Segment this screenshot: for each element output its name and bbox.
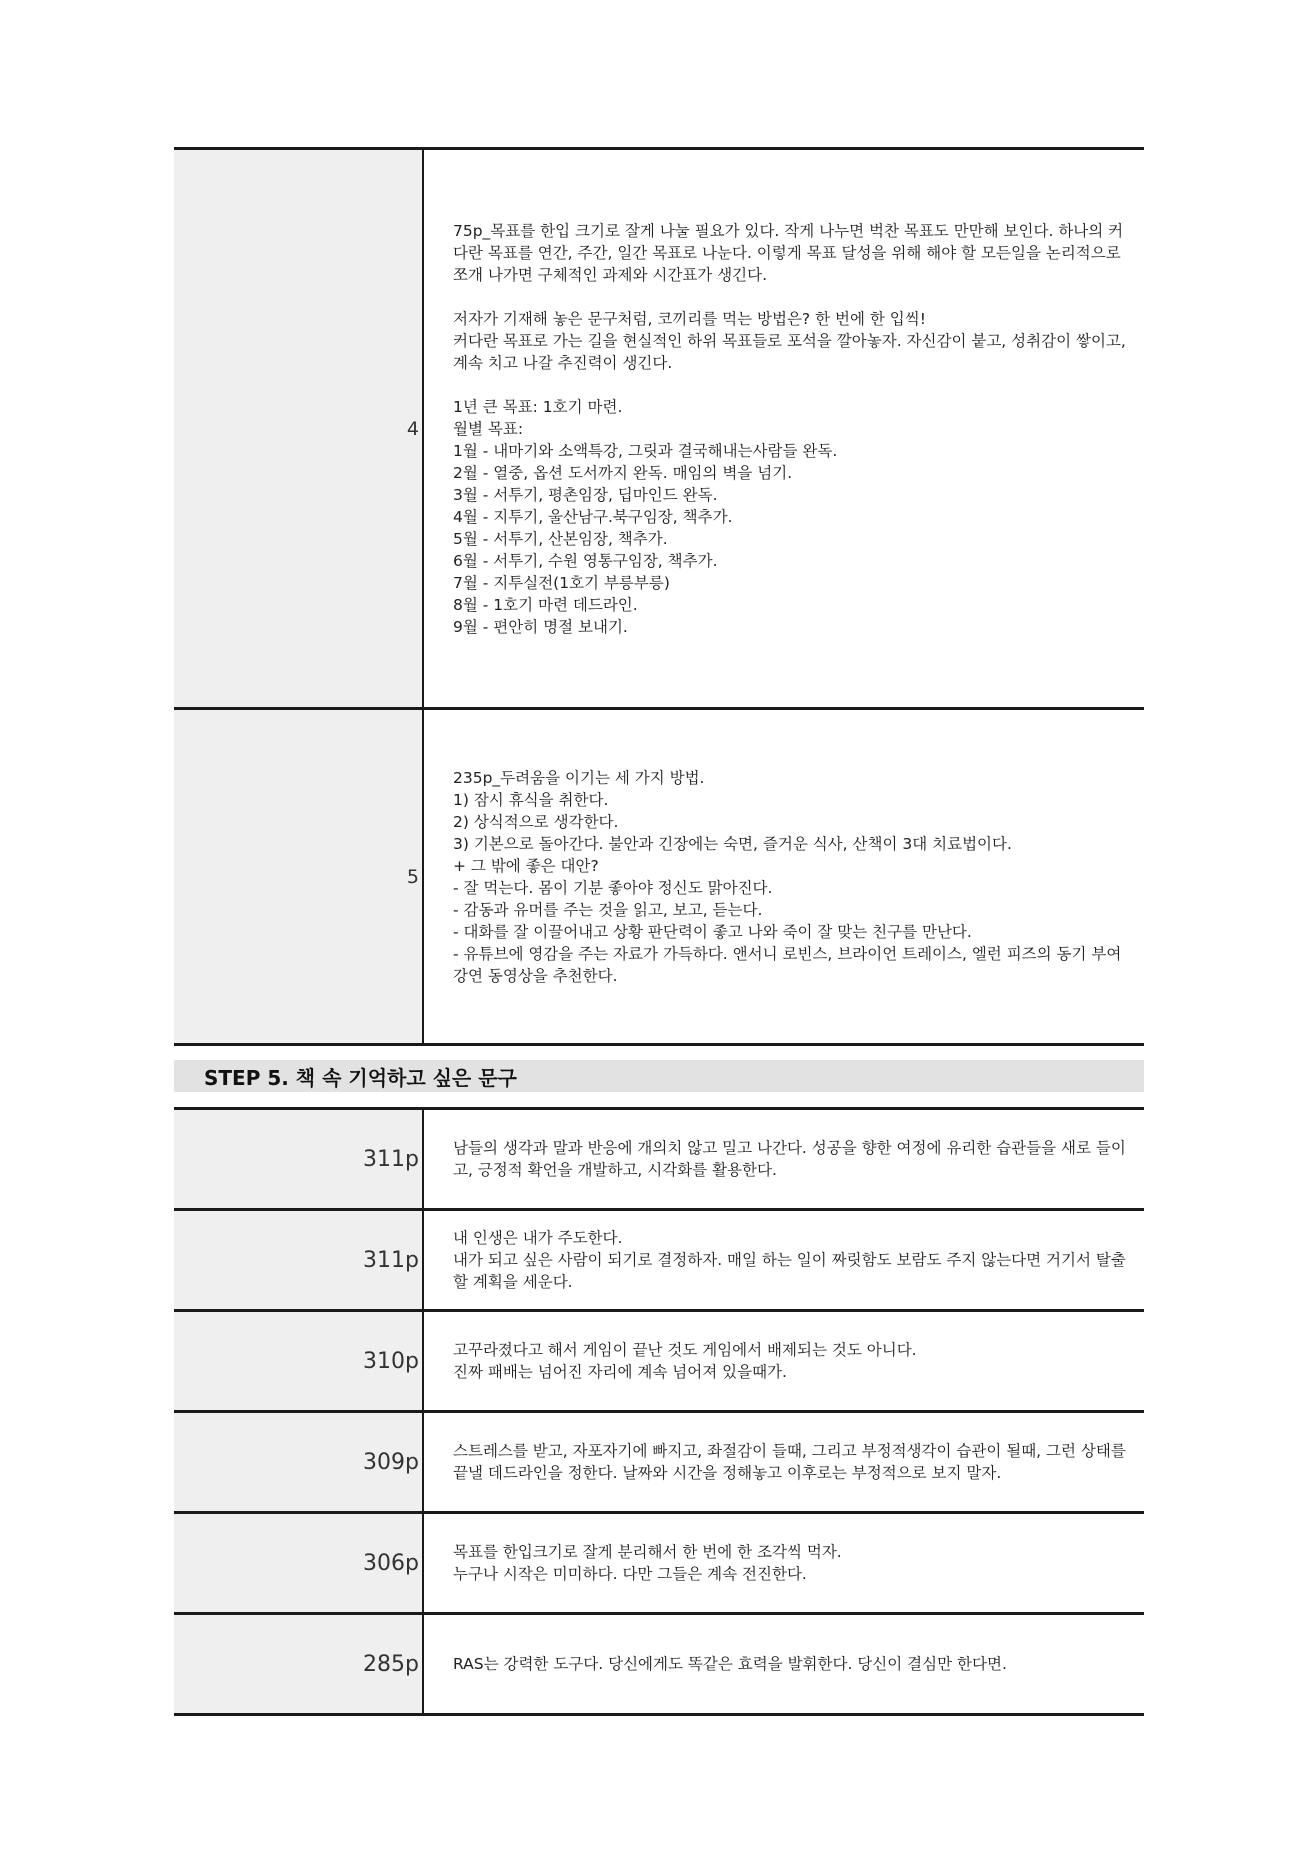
paragraph: 1월 - 내마기와 소액특강, 그릿과 결국해내는사람들 완독. [453, 441, 838, 460]
quote-content [424, 1211, 1144, 1309]
paragraph: 5월 - 서투기, 산본임장, 책추가. [453, 529, 668, 548]
quote-page: 309p [174, 1413, 424, 1511]
quote-page: 306p [174, 1514, 424, 1612]
paragraph: 8월 - 1호기 마련 데드라인. [453, 595, 638, 614]
quote-text: RAS는 강력한 도구다. 당신에게도 똑같은 효력을 발휘한다. 당신이 결심만 한다면. [453, 1655, 1007, 1673]
quote-row [174, 1413, 1144, 1514]
quote-content [424, 1312, 1144, 1410]
step5-heading: STEP 5. 책 속 기억하고 싶은 문구 [174, 1060, 1144, 1092]
quote-content [424, 1514, 1144, 1612]
row-number: 5 [174, 710, 424, 1043]
paragraph: - 감동과 유머를 주는 것을 읽고, 보고, 듣는다. [453, 900, 763, 919]
quote-text: 남들의 생각과 말과 반응에 개의치 않고 밀고 나간다. 성공을 향한 여정에 유리한 습관들을 새로 들이고, 긍정적 확언을 개발하고, 시각화를 활용한다. [453, 1139, 1126, 1179]
paragraph: 커다란 목표로 가는 길을 현실적인 하위 목표들로 포석을 깔아놓자. 자신감이 붙고, 성취감이 쌓이고, 계속 치고 나갈 추진력이 생긴다. [453, 331, 1126, 372]
quote-text: 내 인생은 내가 주도한다. [453, 1229, 623, 1247]
quote-page: 311p [174, 1110, 424, 1208]
quote-text: 진짜 패배는 넘어진 자리에 계속 넘어져 있을때가. [453, 1363, 787, 1381]
quote-page: 285p [174, 1615, 424, 1713]
table-row [174, 150, 1144, 710]
paragraph: 3) 기본으로 돌아간다. 불안과 긴장에는 숙면, 즐거운 식사, 산책이 3대 치료법이다. [453, 834, 1012, 853]
table-row [174, 710, 1144, 1046]
quotes-table [174, 1107, 1144, 1716]
paragraph: 저자가 기재해 놓은 문구처럼, 코끼리를 먹는 방법은? 한 번에 한 입씩! [453, 309, 926, 328]
quote-row [174, 1615, 1144, 1716]
row-content [424, 150, 1144, 707]
paragraph: 4월 - 지투기, 울산남구.북구임장, 책추가. [453, 507, 733, 526]
quote-content [424, 1110, 1144, 1208]
paragraph: - 대화를 잘 이끌어내고 상황 판단력이 좋고 나와 죽이 잘 맞는 친구를 만난다. [453, 922, 972, 941]
paragraph: 1년 큰 목표: 1호기 마련. [453, 397, 623, 416]
paragraph: 1) 잠시 휴식을 취한다. [453, 790, 609, 809]
quote-row [174, 1312, 1144, 1413]
quote-content [424, 1413, 1144, 1511]
paragraph: + 그 밖에 좋은 대안? [453, 856, 599, 875]
quote-text: 스트레스를 받고, 자포자기에 빠지고, 좌절감이 들때, 그리고 부정적생각이 습관이 될때, 그런 상태를 끝낼 데드라인을 정한다. 날짜와 시간을 정해놓고 이후로는 부정적으로 보지 말자. [453, 1442, 1126, 1482]
paragraph-spacer [453, 374, 1126, 396]
paragraph: 9월 - 편안히 명절 보내기. [453, 617, 628, 636]
paragraph: 6월 - 서투기, 수원 영통구임장, 책추가. [453, 551, 718, 570]
quote-text: 누구나 시작은 미미하다. 다만 그들은 계속 전진한다. [453, 1565, 807, 1583]
paragraph: - 잘 먹는다. 몸이 기분 좋아야 정신도 맑아진다. [453, 878, 773, 897]
paragraph: 2) 상식적으로 생각한다. [453, 812, 619, 831]
quote-text: 내가 되고 싶은 사람이 되기로 결정하자. 매일 하는 일이 짜릿함도 보람도 주지 않는다면 거기서 탈출할 계획을 세운다. [453, 1251, 1126, 1291]
paragraph: 7월 - 지투실전(1호기 부릉부릉) [453, 573, 670, 592]
paragraph: 75p_목표를 한입 크기로 잘게 나눌 필요가 있다. 작게 나누면 벅찬 목표도 만만해 보인다. 하나의 커다란 목표를 연간, 주간, 일간 목표로 나눈다. 이렇게 목표 달성을 위해 해야 할 모든일을 논리적으로 쪼개 나가면 구체적인 과제와 시간표가 생긴다. [453, 221, 1124, 284]
paragraph: 월별 목표: [453, 419, 524, 438]
reflection-table [174, 147, 1144, 1046]
quote-text: 목표를 한입크기로 잘게 분리해서 한 번에 한 조각씩 먹자. [453, 1543, 842, 1561]
quote-page: 310p [174, 1312, 424, 1410]
paragraph: 3월 - 서투기, 평촌임장, 딥마인드 완독. [453, 485, 718, 504]
paragraph: 2월 - 열중, 옵션 도서까지 완독. 매임의 벽을 넘기. [453, 463, 793, 482]
quote-row [174, 1514, 1144, 1615]
row-content [424, 710, 1144, 1043]
quote-text: 고꾸라졌다고 해서 게임이 끝난 것도 게임에서 배제되는 것도 아니다. [453, 1341, 917, 1359]
paragraph: - 유튜브에 영감을 주는 자료가 가득하다. 앤서니 로빈스, 브라이언 트레이스, 엘런 피즈의 동기 부여 강연 동영상을 추천한다. [453, 944, 1122, 985]
quote-content [424, 1615, 1144, 1713]
quote-row [174, 1211, 1144, 1312]
quote-page: 311p [174, 1211, 424, 1309]
quote-row [174, 1110, 1144, 1211]
paragraph: 235p_두려움을 이기는 세 가지 방법. [453, 768, 705, 787]
paragraph-spacer [453, 286, 1126, 308]
row-number: 4 [174, 150, 424, 707]
